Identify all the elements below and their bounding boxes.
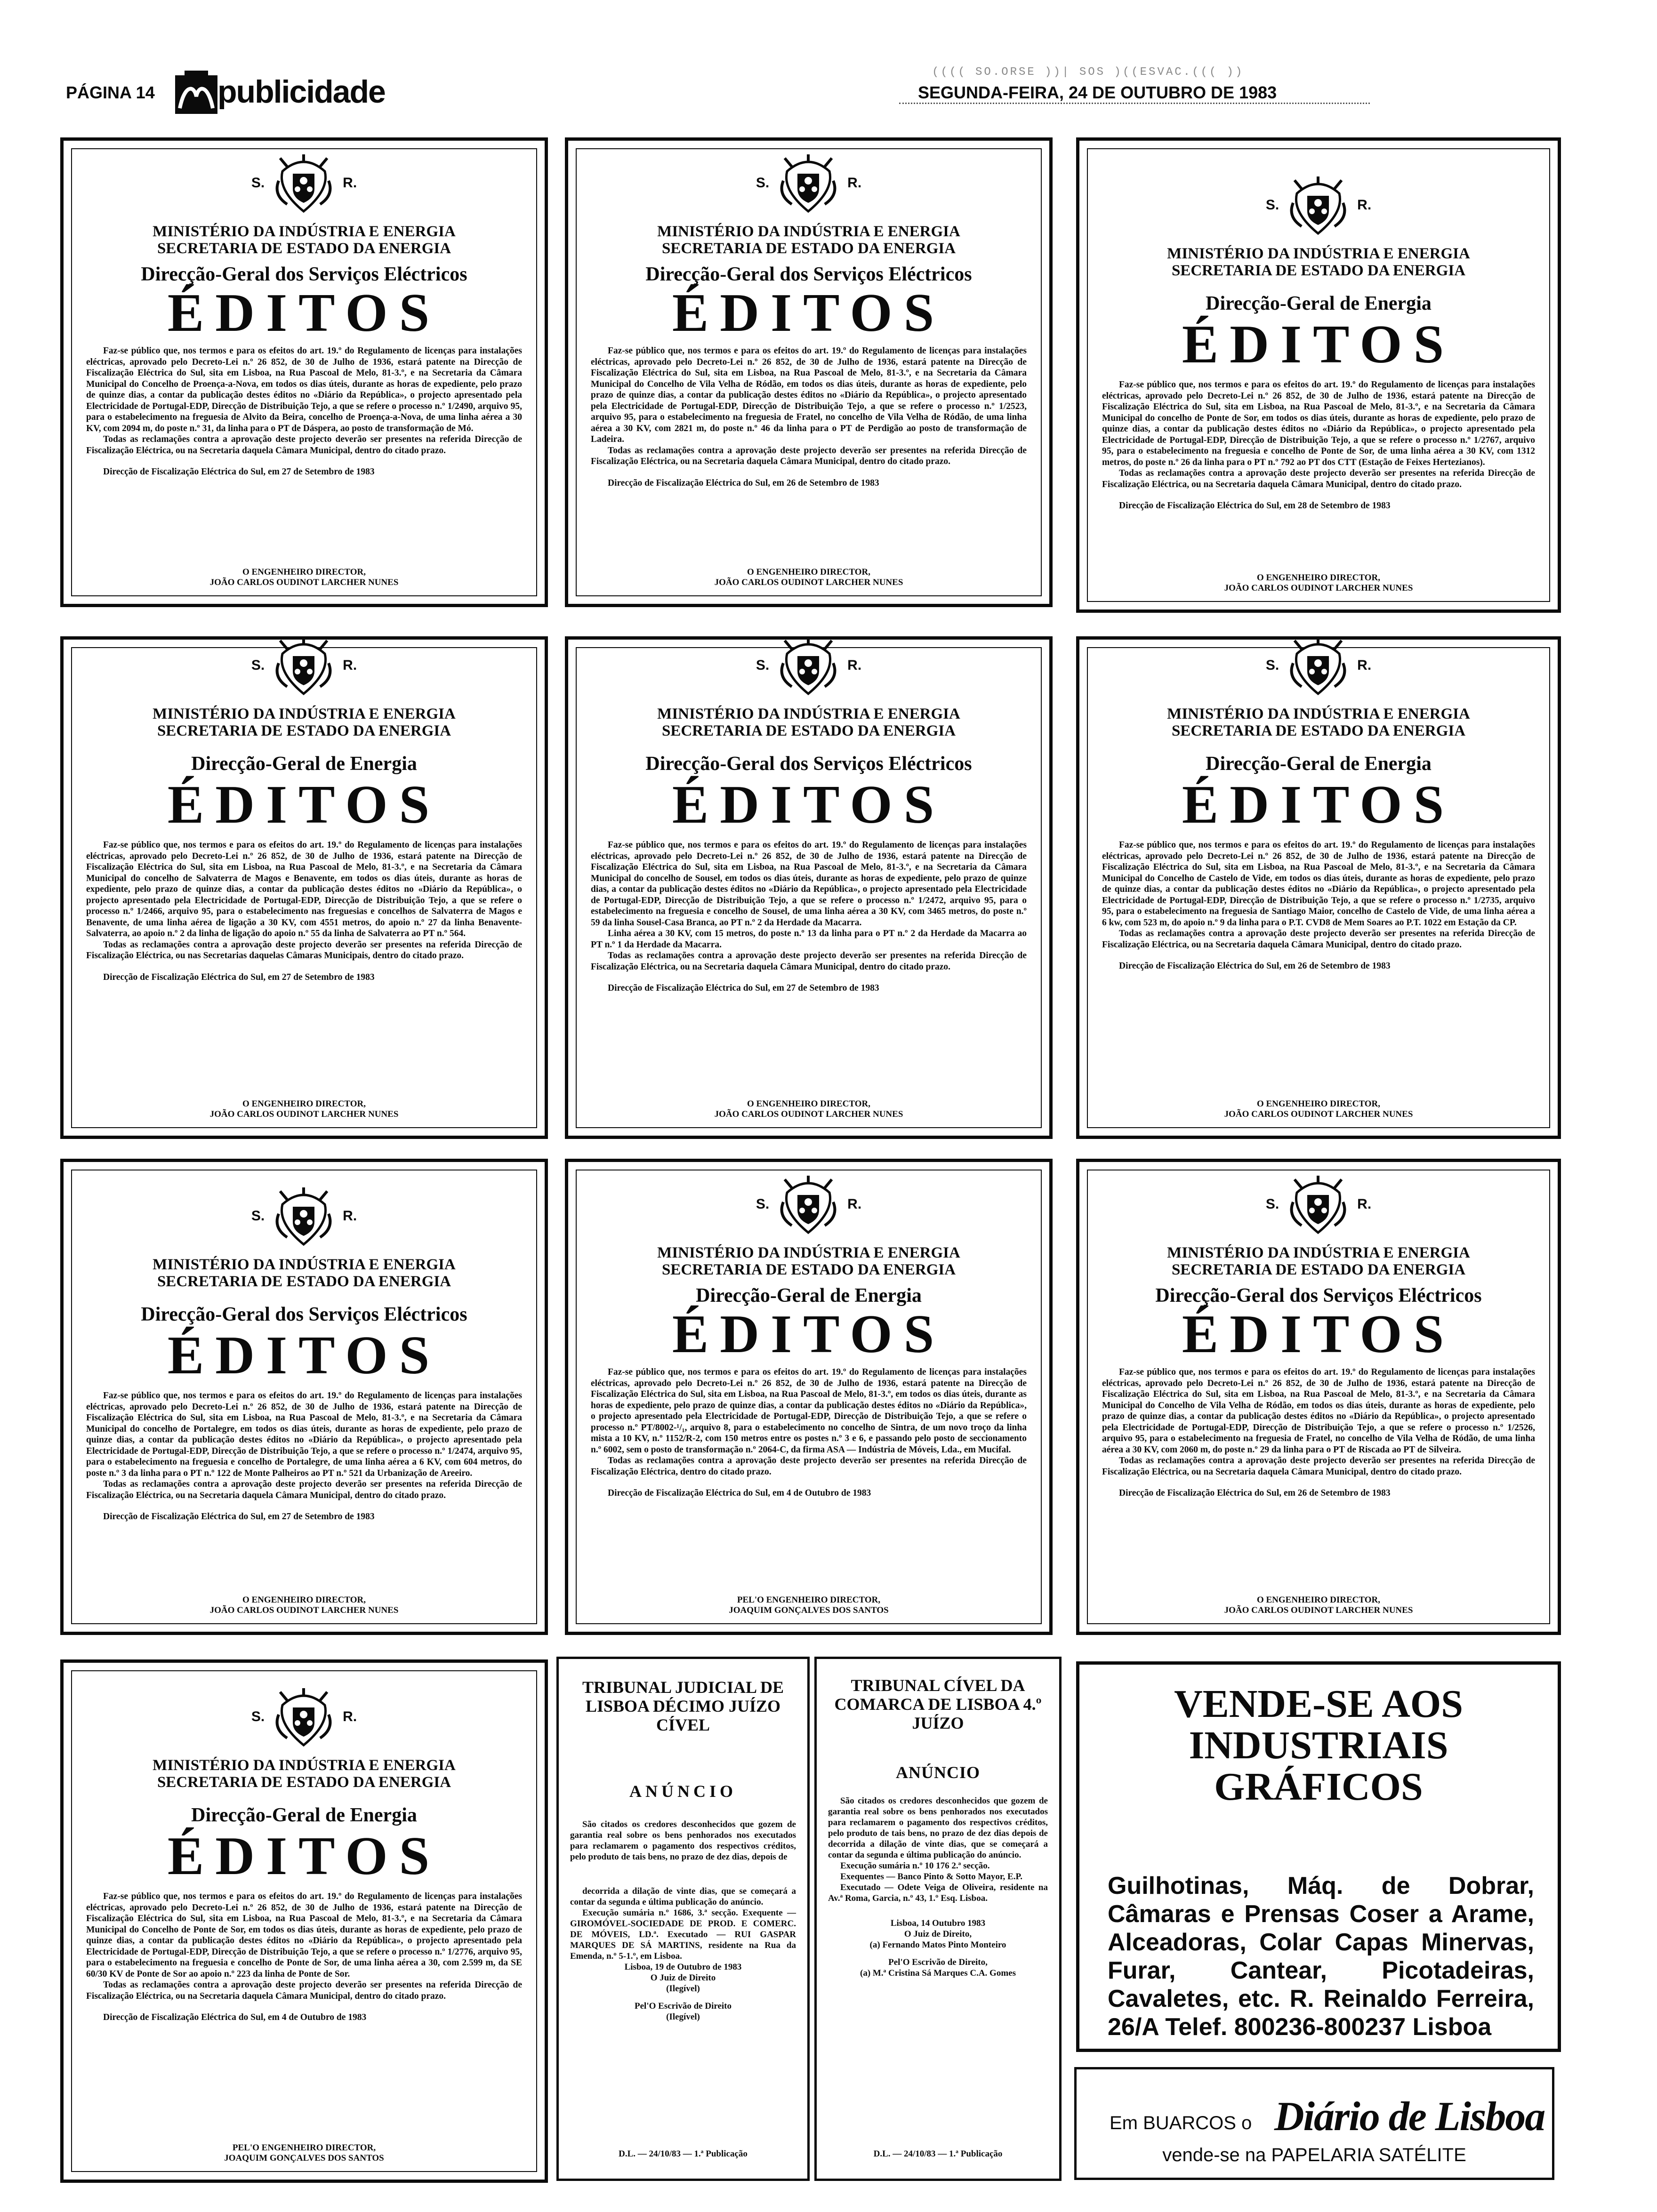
edict-body <box>591 1367 1027 1499</box>
edict-paragraph: Faz-se público que, nos termos e para os efeitos do art. 19.º do Regulamento de licenças para instalações eléctricas, aprovado pelo Decreto-Lei n.º 26 852, de 30 de Julho de 1936, estará patente na Direcção de Fiscalização Eléctrica do Sul, sita em Lisboa, na Rua Pascoal de Melo, 81-3.º, e na Secretaria da Câmara Municipal do Concelho de Proença-a-Nova, em todos os dias úteis, durante as horas de expediente, pelo prazo de quinze dias, a contar da publicação destes éditos no «Diário da República», o projecto apresentado pela Electricidade de Portugal-EDP, Direcção de Distribuição Tejo, a que se refere o processo n.º 1/2490, arquivo 95, para o estabelecimento na freguesia de Alvito da Beira, concelho de Proença-a-Nova, de uma linha aérea a 30 KV, com 2094 m, do poste n.º 31, da linha para o PT de Dáspera, ao posto de transformação de Mó. <box>86 346 522 433</box>
edict-body <box>591 840 1027 994</box>
editos-heading: ÉDITOS <box>167 1325 441 1386</box>
tribunal-para: São citados os credores desconhecidos que gozem de garantia real sobre os bens penhorados nos executados para reclamarem o pagamento dos respectivos créditos, pelo produto de tais bens, no prazo de dez dias depois de decorrida a dilação de vinte dias, que se começará a contar da segunda e última publicação do anúncio. <box>828 1796 1048 1860</box>
edict-dateline: Direcção de Fiscalização Eléctrica do Sul, em 28 de Setembro de 1983 <box>1119 501 1391 511</box>
signature-title: O ENGENHEIRO DIRECTOR, <box>747 1099 870 1109</box>
tribunal-clerk: Pel'O Escrivão de Direito, <box>888 1957 988 1967</box>
r-letter: R. <box>1357 197 1372 213</box>
s-letter: S. <box>1265 1196 1279 1212</box>
crest-row <box>1079 636 1558 696</box>
editos-heading: ÉDITOS <box>1182 314 1456 375</box>
r-letter: R. <box>343 1208 357 1224</box>
edict-closing: Todas as reclamações contra a aprovação deste projecto deverão ser presentes na referida Direcção de Fiscalização Eléctrica, ou na Secretaria daquela Câmara Municipal, dentro do citado prazo. <box>86 434 522 456</box>
secretaria-name: SECRETARIA DE ESTADO DA ENERGIA <box>1171 1261 1466 1278</box>
signature-block <box>73 1595 535 1616</box>
tribunal-para: São citados os credores desconhecidos que gozem de garantia real sobre os bens penhorados nos executados para reclamarem o pagamento dos respectivos créditos, pelo produto de tais bens, no prazo de dez dias, depois de <box>570 1819 796 1862</box>
signature-name: JOAQUIM GONÇALVES DOS SANTOS <box>729 1605 889 1615</box>
s-letter: S. <box>756 175 770 191</box>
signature-name: JOÃO CARLOS OUDINOT LARCHER NUNES <box>209 1605 399 1615</box>
secretaria-name: SECRETARIA DE ESTADO DA ENERGIA <box>661 240 956 257</box>
newspaper-logo-icon <box>175 71 217 118</box>
signature-title: PEL'O ENGENHEIRO DIRECTOR, <box>737 1595 881 1605</box>
edict-paragraph: Faz-se público que, nos termos e para os efeitos do art. 19.º do Regulamento de licenças para instalações eléctricas, aprovado pelo Decreto-Lei n.º 26 852, de 30 de Julho de 1936, estará patente na Direcção de Fiscalização Eléctrica do Sul, sita em Lisboa, na Rua Pascoal de Melo, 81-3.º, e na Secretaria da Câmara Municipal do Concelho de Vila Velha de Ródão, em todos os dias úteis, durante as horas de expediente, pelo prazo de quinze dias, a contar da publicação destes éditos no «Diário da República», o projecto apresentado pela Electricidade de Portugal-EDP, Direcção de Distribuição Tejo, a que se refere o processo n.º 1/2526, arquivo 95, para o estabelecimento na freguesia de Fratel, no concelho de Vila Velha de Ródão, de uma linha aérea a 30 KV, com 2060 m, do poste n.º 29 da linha para o PT de Riscada ao PT de Silveira. <box>1102 1367 1535 1455</box>
portuguese-coat-of-arms-icon <box>1287 636 1349 696</box>
anuncio-heading: ANÚNCIO <box>629 1782 737 1801</box>
r-letter: R. <box>847 1196 862 1212</box>
s-letter: S. <box>1265 197 1279 213</box>
editos-ad <box>565 137 1053 607</box>
s-letter: S. <box>1265 657 1279 673</box>
vende-se-body: Guilhotinas, Máq. de Dobrar, Câmaras e Prensas Coser a Arame, Alceadoras, Colar Capas Minervas, Furar, Cantear, Picotadeiras, Cavaletes, etc. R. Reinaldo Ferreira, 26/A Telef. 800236-800237 Lisboa <box>1108 1872 1534 2041</box>
portuguese-coat-of-arms-icon <box>1287 175 1349 236</box>
edict-paragraph: Linha aérea a 30 KV, com 15 metros, do poste n.º 13 da linha para o PT n.º 2 da Herdade da Macarra ao PT n.º 1 da Herdade da Macarra. <box>591 929 1027 950</box>
department-title: Direcção-Geral dos Serviços Eléctricos <box>141 1304 467 1325</box>
signature-block <box>578 567 1040 588</box>
s-letter: S. <box>251 1208 265 1224</box>
ministry-name: MINISTÉRIO DA INDÚSTRIA E ENERGIA <box>153 223 456 240</box>
signature-block <box>73 2143 535 2164</box>
tribunal-date: Lisboa, 14 Outubro 1983 <box>890 1918 986 1928</box>
edict-dateline: Direcção de Fiscalização Eléctrica do Sul, em 4 de Outubro de 1983 <box>608 1488 871 1498</box>
signature-title: O ENGENHEIRO DIRECTOR, <box>1256 1099 1380 1109</box>
tribunal-civel-notice <box>814 1657 1062 2181</box>
vende-se-title: VENDE-SE AOS INDUSTRIAIS GRÁFICOS <box>1174 1682 1463 1809</box>
ministry-title <box>578 705 1040 739</box>
tribunal-para: Executado — Odete Veiga de Oliveira, residente na Av.ª Roma, Garcia, n.º 43, 1.º Esq. Lisboa. <box>828 1883 1048 1903</box>
r-letter: R. <box>847 175 862 191</box>
editos-heading: ÉDITOS <box>167 283 441 343</box>
edict-paragraph: Faz-se público que, nos termos e para os efeitos do art. 19.º do Regulamento de licenças para instalações eléctricas, aprovado pelo Decreto-Lei n.º 26 852, de 30 de Julho de 1936, estará patente na Direcção de Fiscalização Eléctrica do Sul, sita em Lisboa, na Rua Pascoal de Melo, 81-3.º, e na Secretaria da Câmara Municipal do concelho de Sousel, em todos os dias úteis, durante as horas de expediente, pelo prazo de quinze dias, a contar da publicação destes éditos no «Diário da República», o projecto apresentado pela Electricidade de Portugal-EDP, Direcção de Distribuição Tejo, a que se refere o processo n.º 1/2472, arquivo 95, para o estabelecimento na freguesia e concelho de Sousel, de uma linha aérea a 30 KV, com 3465 metros, do poste n.º 59 da linha Sousel-Casa Branca, ao PT n.º 2 da Herdade da Macarra. <box>591 840 1027 928</box>
diario-de-lisboa-logo: Diário de Lisboa <box>1274 2094 1545 2140</box>
secretaria-name: SECRETARIA DE ESTADO DA ENERGIA <box>1171 722 1466 739</box>
tribunal-clerk: Pel'O Escrivão de Direito <box>635 2001 732 2011</box>
edict-dateline: Direcção de Fiscalização Eléctrica do Sul, em 26 de Setembro de 1983 <box>608 478 879 488</box>
signature-name: JOÃO CARLOS OUDINOT LARCHER NUNES <box>209 577 399 587</box>
editos-ad <box>1076 636 1561 1139</box>
editos-ad <box>60 636 548 1139</box>
signature-block <box>1089 1099 1548 1120</box>
ministry-name: MINISTÉRIO DA INDÚSTRIA E ENERGIA <box>1167 705 1470 722</box>
crest-row <box>64 636 545 696</box>
signature-name: JOÃO CARLOS OUDINOT LARCHER NUNES <box>209 1109 399 1119</box>
ministry-title <box>578 223 1040 257</box>
portuguese-coat-of-arms-icon <box>273 1186 334 1247</box>
portuguese-coat-of-arms-icon <box>778 152 839 214</box>
diario-ad-prefix: Em BUARCOS o <box>1110 2113 1252 2133</box>
s-letter: S. <box>251 657 265 673</box>
ministry-title <box>1089 1244 1548 1278</box>
tribunal-clerk-name: (Ilegível) <box>666 2012 700 2022</box>
edict-closing: Todas as reclamações contra a aprovação deste projecto deverão ser presentes na referida Direcção de Fiscalização Eléctrica, ou na Secretaria daquela Câmara Municipal, dentro do citado prazo. <box>1102 929 1535 950</box>
ministry-name: MINISTÉRIO DA INDÚSTRIA E ENERGIA <box>1167 1244 1470 1261</box>
department-title: Direcção-Geral de Energia <box>1206 753 1432 775</box>
edict-body <box>1102 840 1535 972</box>
tribunal-title: TRIBUNAL JUDICIAL DE LISBOA DÉCIMO JUÍZO CÍVEL <box>582 1678 784 1734</box>
editos-heading: ÉDITOS <box>167 1826 441 1886</box>
ministry-name: MINISTÉRIO DA INDÚSTRIA E ENERGIA <box>153 1256 456 1273</box>
portuguese-coat-of-arms-icon <box>778 636 839 696</box>
signature-name: JOÃO CARLOS OUDINOT LARCHER NUNES <box>1224 1605 1413 1615</box>
ministry-name: MINISTÉRIO DA INDÚSTRIA E ENERGIA <box>657 223 960 240</box>
department-title: Direcção-Geral de Energia <box>1206 293 1432 314</box>
r-letter: R. <box>1357 1196 1372 1212</box>
vende-se-ad <box>1076 1661 1561 2052</box>
secretaria-name: SECRETARIA DE ESTADO DA ENERGIA <box>661 1261 956 1278</box>
ministry-name: MINISTÉRIO DA INDÚSTRIA E ENERGIA <box>657 1244 960 1261</box>
anuncio-heading: ANÚNCIO <box>895 1763 980 1782</box>
edict-body <box>86 1390 522 1523</box>
signature-name: JOÃO CARLOS OUDINOT LARCHER NUNES <box>714 1109 903 1119</box>
editos-heading: ÉDITOS <box>1182 1304 1456 1364</box>
edict-body <box>1102 379 1535 512</box>
edict-closing: Todas as reclamações contra a aprovação deste projecto deverão ser presentes na referida Direcção de Fiscalização Eléctrica, ou na Secretaria daquela Câmara Municipal, dentro do citado prazo. <box>1102 1456 1535 1477</box>
tribunal-judicial-notice <box>556 1657 810 2181</box>
edict-closing: Todas as reclamações contra a aprovação deste projecto deverão ser presentes na referida Direcção de Fiscalização Eléctrica, ou na Secretaria daquela Câmara Municipal, dentro do citado prazo. <box>86 1479 522 1500</box>
r-letter: R. <box>343 175 357 191</box>
secretaria-name: SECRETARIA DE ESTADO DA ENERGIA <box>157 1273 451 1290</box>
signature-title: O ENGENHEIRO DIRECTOR, <box>747 567 870 577</box>
diario-ad-subtitle: vende-se na PAPELARIA SATÉLITE <box>1162 2145 1466 2165</box>
tribunal-footer: D.L. — 24/10/83 — 1.ª Publicação <box>619 2149 748 2159</box>
editos-ad <box>565 636 1053 1139</box>
ministry-title <box>73 1757 535 1791</box>
signature-block <box>578 1595 1040 1616</box>
secretaria-name: SECRETARIA DE ESTADO DA ENERGIA <box>157 1774 451 1791</box>
tribunal-body <box>570 1819 796 2022</box>
signature-title: O ENGENHEIRO DIRECTOR, <box>242 567 366 577</box>
ministry-name: MINISTÉRIO DA INDÚSTRIA E ENERGIA <box>153 1757 456 1774</box>
signature-block <box>578 1099 1040 1120</box>
tribunal-footer: D.L. — 24/10/83 — 1.ª Publicação <box>873 2149 1003 2159</box>
ministry-name: MINISTÉRIO DA INDÚSTRIA E ENERGIA <box>1167 245 1470 262</box>
edict-closing: Todas as reclamações contra a aprovação deste projecto deverão ser presentes na referida Direcção de Fiscalização Eléctrica, ou na Secretaria daquela Câmara Municipal, dentro do citado prazo. <box>591 445 1027 466</box>
department-title: Direcção-Geral de Energia <box>191 753 417 775</box>
section-title: publicidade <box>217 74 385 110</box>
signature-block <box>1089 573 1548 593</box>
portuguese-coat-of-arms-icon <box>273 1686 334 1747</box>
edict-dateline: Direcção de Fiscalização Eléctrica do Sul, em 26 de Setembro de 1983 <box>1119 1488 1391 1498</box>
signature-title: O ENGENHEIRO DIRECTOR, <box>242 1595 366 1605</box>
crest-row <box>568 152 1049 214</box>
edict-dateline: Direcção de Fiscalização Eléctrica do Sul, em 27 de Setembro de 1983 <box>103 467 375 477</box>
editos-heading: ÉDITOS <box>672 775 946 835</box>
edict-dateline: Direcção de Fiscalização Eléctrica do Sul, em 27 de Setembro de 1983 <box>103 1512 375 1522</box>
edict-closing: Todas as reclamações contra a aprovação deste projecto deverão ser presentes na referida Direcção de Fiscalização Eléctrica, ou nas Secretarias daquelas Câmaras Municipais, dentro do citado prazo. <box>86 939 522 961</box>
editos-heading: ÉDITOS <box>672 283 946 343</box>
tribunal-para: Execução sumária n.º 10 176 2.ª secção. <box>840 1861 990 1871</box>
signature-block <box>73 1099 535 1120</box>
ministry-name: MINISTÉRIO DA INDÚSTRIA E ENERGIA <box>657 705 960 722</box>
s-letter: S. <box>251 175 265 191</box>
crest-row <box>64 152 545 214</box>
edict-body <box>591 345 1027 489</box>
edict-paragraph: Faz-se público que, nos termos e para os efeitos do art. 19.º do Regulamento de licenças para instalações eléctricas, aprovado pelo Decreto-Lei n.º 26 852, de 30 de Julho de 1936, estará patente na Direcção de Fiscalização Eléctrica do Sul, sita em Lisboa, na Rua Pascoal de Melo, 81-3.º, e na Secretaria da Câmara Municipal do Concelho de Ponte de Sor, em todos os dias úteis, durante as horas de expediente, pelo prazo de quinze dias, a contar da publicação destes éditos no «Diário da República», o projecto apresentado pela Electricidade de Portugal-EDP, Direcção de Distribuição Tejo, a que se refere o processo n.º 1/2776, arquivo 95, para o estabelecimento na freguesia e concelho de Ponte de Sor, de uma linha aérea a 30, com 2.599 m, da SE 60/30 KV de Ponte de Sor ao apoio n.º 223 da linha de Ponte de Sor. <box>86 1891 522 1979</box>
editos-ad <box>60 1159 548 1635</box>
editos-heading: ÉDITOS <box>672 1304 946 1364</box>
secretaria-name: SECRETARIA DE ESTADO DA ENERGIA <box>157 240 451 257</box>
crest-row <box>64 1686 545 1747</box>
r-letter: R. <box>343 657 357 673</box>
secretaria-name: SECRETARIA DE ESTADO DA ENERGIA <box>1171 262 1466 279</box>
department-title: Direcção-Geral dos Serviços Eléctricos <box>645 264 972 285</box>
secretaria-name: SECRETARIA DE ESTADO DA ENERGIA <box>661 722 956 739</box>
edict-dateline: Direcção de Fiscalização Eléctrica do Sul, em 4 de Outubro de 1983 <box>103 2012 367 2022</box>
page-number: PÁGINA 14 <box>66 83 155 102</box>
editos-heading: ÉDITOS <box>1182 775 1456 835</box>
ministry-title <box>73 705 535 739</box>
department-title: Direcção-Geral dos Serviços Eléctricos <box>141 264 467 285</box>
department-title: Direcção-Geral de Energia <box>191 1804 417 1826</box>
portuguese-coat-of-arms-icon <box>273 636 334 696</box>
editos-ad <box>60 137 548 607</box>
signature-block <box>1089 1595 1548 1616</box>
edict-paragraph: Faz-se público que, nos termos e para os efeitos do art. 19.º do Regulamento de licenças para instalações eléctricas, aprovado pelo Decreto-Lei n.º 26 852, de 30 de Julho de 1936, estará patente na Direcção de Fiscalização Eléctrica do Sul, sita em Lisboa, na Rua Pascoal de Melo, 81-3.º, e na Secretaria da Câmara Municipal do Concelho de Castelo de Vide, em todos os dias úteis, durante as horas de expediente, pelo prazo de quinze dias, a contar da publicação destes éditos no «Diário da República», o projecto apresentado pela Electricidade de Portugal-EDP, Direcção de Distribuição Tejo, a que se refere o processo n.º 1/2735, arquivo 95, para o estabelecimento na freguesia de Santiago Maior, concelho de Castelo de Vide, de uma linha aérea a 6 kw, com 523 m, do apoio n.º 9 da linha para o P.T. CVD8 de Mem Soares ao P.T. 1022 em Estação da CP. <box>1102 840 1535 928</box>
tribunal-judge: O Juiz de Direito, <box>904 1929 972 1939</box>
r-letter: R. <box>1357 657 1372 673</box>
signature-name: JOAQUIM GONÇALVES DOS SANTOS <box>224 2153 384 2163</box>
secretaria-name: SECRETARIA DE ESTADO DA ENERGIA <box>157 722 451 739</box>
portuguese-coat-of-arms-icon <box>778 1174 839 1235</box>
editos-ad <box>565 1159 1053 1635</box>
edict-paragraph: Faz-se público que, nos termos e para os efeitos do art. 19.º do Regulamento de licenças para instalações eléctricas, aprovado pelo Decreto-Lei n.º 26 852, de 30 de Julho de 1936, estará patente na Direcção de Fiscalização Eléctrica do Sul, sita em Lisboa, na Rua Pascoal de Melo, 81-3.º, e na Secretaria da Câmara Municipal do concelho de Portalegre, em todos os dias úteis, durante as horas de expediente, pelo prazo de quinze dias, a contar da publicação destes éditos no «Diário da República», o projecto apresentado pela Electricidade de Portugal-EDP, Direcção de Distribuição Tejo, a que se refere o processo n.º 1/2474, arquivo 95, para o estabelecimento na freguesia e concelho de Portalegre, de uma linha aérea a 6 KV, com 604 metros, do poste n.º 3 da linha para o PT n.º 122 de Monte Palheiros ao PT n.º 521 da Urbanização de Areeiro. <box>86 1391 522 1478</box>
editos-ad <box>1076 137 1561 613</box>
edict-dateline: Direcção de Fiscalização Eléctrica do Sul, em 26 de Setembro de 1983 <box>1119 961 1391 971</box>
s-letter: S. <box>756 1196 770 1212</box>
ministry-title <box>1089 245 1548 279</box>
tribunal-para: Exequentes — Banco Pinto & Sotto Mayor, E.P. <box>840 1872 1023 1882</box>
portuguese-coat-of-arms-icon <box>273 152 334 214</box>
edict-body <box>1102 1367 1535 1499</box>
tribunal-clerk-name: (a) M.ª Cristina Sá Marques C.A. Gomes <box>860 1968 1016 1978</box>
signature-title: O ENGENHEIRO DIRECTOR, <box>1256 1595 1380 1605</box>
edict-dateline: Direcção de Fiscalização Eléctrica do Sul, em 27 de Setembro de 1983 <box>608 983 879 993</box>
signature-title: PEL'O ENGENHEIRO DIRECTOR, <box>232 2143 376 2153</box>
signature-title: O ENGENHEIRO DIRECTOR, <box>1256 573 1380 583</box>
s-letter: S. <box>251 1709 265 1724</box>
editos-ad <box>1076 1159 1561 1635</box>
edict-paragraph: Faz-se público que, nos termos e para os efeitos do art. 19.º do Regulamento de licenças para instalações eléctricas, aprovado pelo Decreto-Lei n.º 26 852, de 30 de Julho de 1936, estará patente na Direcção de Fiscalização Eléctrica do Sul, sita em Lisboa, na Rua Pascoal de Melo, 81-3.º, e na Secretaria da Câmara Municipal do concelho de Ponte de Sor, em todos os dias úteis, durante as horas de expediente, pelo prazo de quinze dias, a contar da publicação destes éditos no «Diário da República», o projecto apresentado pela Electricidade de Portugal-EDP, Direcção de Distribuição Tejo, a que se refere o processo n.º 1/2767, arquivo 95, para o estabelecimento na freguesia e concelho de Ponte de Sor, de uma linha aérea a 30 KV, com 1312 metros, do poste n.º 26 da linha para o PT n.º 792 ao PT dos CTT (Estação de Feixes Hertezianos). <box>1102 380 1535 467</box>
crest-row <box>568 636 1049 696</box>
edict-closing: Todas as reclamações contra a aprovação deste projecto deverão ser presentes na referida Direcção de Fiscalização Eléctrica, ou na Secretaria daquela Câmara Municipal, dentro do citado prazo. <box>86 1980 522 2001</box>
department-title: Direcção-Geral dos Serviços Eléctricos <box>645 753 972 775</box>
ministry-name: MINISTÉRIO DA INDÚSTRIA E ENERGIA <box>153 705 456 722</box>
department-title: Direcção-Geral de Energia <box>696 1285 922 1306</box>
edict-body <box>86 345 522 478</box>
page-date: SEGUNDA-FEIRA, 24 DE OUTUBRO DE 1983 <box>918 83 1277 102</box>
edict-closing: Todas as reclamações contra a aprovação deste projecto deverão ser presentes na referida Direcção de Fiscalização Eléctrica, ou na Secretaria daquela Câmara Municipal, dentro do citado prazo. <box>591 951 1027 972</box>
s-letter: S. <box>756 657 770 673</box>
tribunal-body <box>828 1795 1048 1979</box>
editos-heading: ÉDITOS <box>167 775 441 835</box>
faint-header-text: (((( SO.ORSE ))| SOS )((ESVAC.((( )) <box>932 66 1244 79</box>
ministry-title <box>578 1244 1040 1278</box>
signature-name: JOÃO CARLOS OUDINOT LARCHER NUNES <box>1224 1109 1413 1119</box>
portuguese-coat-of-arms-icon <box>1287 1174 1349 1235</box>
signature-name: JOÃO CARLOS OUDINOT LARCHER NUNES <box>714 577 903 587</box>
crest-row <box>64 1186 545 1247</box>
edict-closing: Todas as reclamações contra a aprovação deste projecto deverão ser presentes na referida Direcção de Fiscalização Eléctrica, dentro do citado prazo. <box>591 1456 1027 1477</box>
ministry-title <box>1089 705 1548 739</box>
edict-paragraph: Faz-se público que, nos termos e para os efeitos do art. 19.º do Regulamento de licenças para instalações eléctricas, aprovado pelo Decreto-Lei n.º 26 852, de 30 de Julho de 1936, estará patente na Direcção de Fiscalização Eléctrica do Sul, sita em Lisboa, na Rua Pascoal de Melo, 81-3.º, e na Secretaria da Câmara Municipal do Concelho de Vila Velha de Ródão, em todos os dias úteis, durante as horas de expediente, pelo prazo de quinze dias, a contar da publicação destes éditos no «Diário da República», o projecto apresentado pela Electricidade de Portugal-EDP, Direcção de Distribuição Tejo, a que se refere o processo n.º 1/2523, arquivo 95, para o estabelecimento na freguesia de Fratel, no concelho de Vila Velha de Ródão, de uma linha aérea a 30 KV, com 2821 m, do poste n.º 46 da linha para o PT de Perdigão ao posto de transformação de Ladeira. <box>591 346 1027 444</box>
editos-ad <box>60 1659 548 2183</box>
tribunal-judge-name: (Ilegível) <box>666 1984 700 1994</box>
crest-row <box>1079 175 1558 236</box>
ministry-title <box>73 1256 535 1290</box>
tribunal-judge: O Juiz de Direito <box>650 1973 716 1983</box>
edict-body <box>86 840 522 983</box>
edict-dateline: Direcção de Fiscalização Eléctrica do Sul, em 27 de Setembro de 1983 <box>103 972 375 982</box>
tribunal-para: decorrida a dilação de vinte dias, que se começará a contar da segunda e última publicação do anúncio. <box>570 1886 796 1907</box>
department-title: Direcção-Geral dos Serviços Eléctricos <box>1155 1285 1482 1306</box>
edict-body <box>86 1891 522 2023</box>
signature-block <box>73 567 535 588</box>
crest-row <box>568 1174 1049 1235</box>
tribunal-judge-name: (a) Fernando Matos Pinto Monteiro <box>869 1940 1006 1950</box>
tribunal-para: Execução sumária n.º 1686, 3.ª secção. Exequente — GIROMÓVEL-SOCIEDADE DE PROD. E COMERC. DE MÓVEIS, LD.ª. Executado — RUI GASPAR MARQUES DE SÁ MARTINS, residente na Rua da Emenda, n.º 5-1.º, em Lisboa. <box>570 1908 796 1961</box>
r-letter: R. <box>343 1709 357 1724</box>
signature-title: O ENGENHEIRO DIRECTOR, <box>242 1099 366 1109</box>
diario-de-lisboa-ad <box>1074 2067 1554 2180</box>
edict-paragraph: Faz-se público que, nos termos e para os efeitos do art. 19.º do Regulamento de licenças para instalações eléctricas, aprovado pelo Decreto-Lei n.º 26 852, de 30 de Julho de 1936, estará patente na Direcção de Fiscalização Eléctrica do Sul, sita em Lisboa, na Rua Pascoal de Melo, 81-3.º, em todos os dias úteis, durante as horas de expediente, pelo prazo de quinze dias, a contar da publicação destes éditos no «Diário da República», o projecto apresentado pela Electricidade de Portugal-EDP, Direcção de Distribuição Tejo, a que se refere o processo n.º PT/8002-¹/₁, arquivo 8, para o estabelecimento no concelho de Sintra, de um novo troço da linha mista a 10 KV, n.º 1152/R-2, com 150 metros entre os postes n.º 3 e 6, e passando pelo posto de seccionamento n.º 6002, sem o posto de transformação n.º 2064-C, da firma ASA — Indústria de Móveis, Lda., em Mucifal. <box>591 1367 1027 1455</box>
ministry-title <box>73 223 535 257</box>
edict-closing: Todas as reclamações contra a aprovação deste projecto deverão ser presentes na referida Direcção de Fiscalização Eléctrica, ou na Secretaria daquela Câmara Municipal, dentro do citado prazo. <box>1102 468 1535 489</box>
tribunal-title: TRIBUNAL CÍVEL DA COMARCA DE LISBOA 4.º JUÍZO <box>834 1676 1042 1732</box>
edict-paragraph: Faz-se público que, nos termos e para os efeitos do art. 19.º do Regulamento de licenças para instalações eléctricas, aprovado pelo Decreto-Lei n.º 26 852, de 30 de Julho de 1936, estará patente na Direcção de Fiscalização Eléctrica do Sul, sita em Lisboa, na Rua Pascoal de Melo, 81-3.º, e na Secretaria da Câmara Municipal do concelho de Salvaterra de Magos e Benavente, em todos os dias úteis, durante as horas de expediente, pelo prazo de quinze dias, a contar da publicação destes éditos no «Diário da República», o projecto apresentado pela Electricidade de Portugal-EDP, Direcção de Distribuição Tejo, a que se refere o processo n.º 1/2466, arquivo 95, para o estabelecimento nas freguesias e concelhos de Salvaterra de Magos e Benavente, de uma linha aérea de ligação a 30 KV, com 4551 metros, do apoio n.º 27 da linha Benavente-Salvaterra, ao apoio n.º 2 da linha de ligação do apoio n.º 55 da linha de Salvaterra ao PT n.º 564. <box>86 840 522 938</box>
signature-name: JOÃO CARLOS OUDINOT LARCHER NUNES <box>1224 583 1413 593</box>
r-letter: R. <box>847 657 862 673</box>
tribunal-date: Lisboa, 19 de Outubro de 1983 <box>624 1962 742 1972</box>
header-rule <box>899 103 1370 104</box>
crest-row <box>1079 1174 1558 1235</box>
